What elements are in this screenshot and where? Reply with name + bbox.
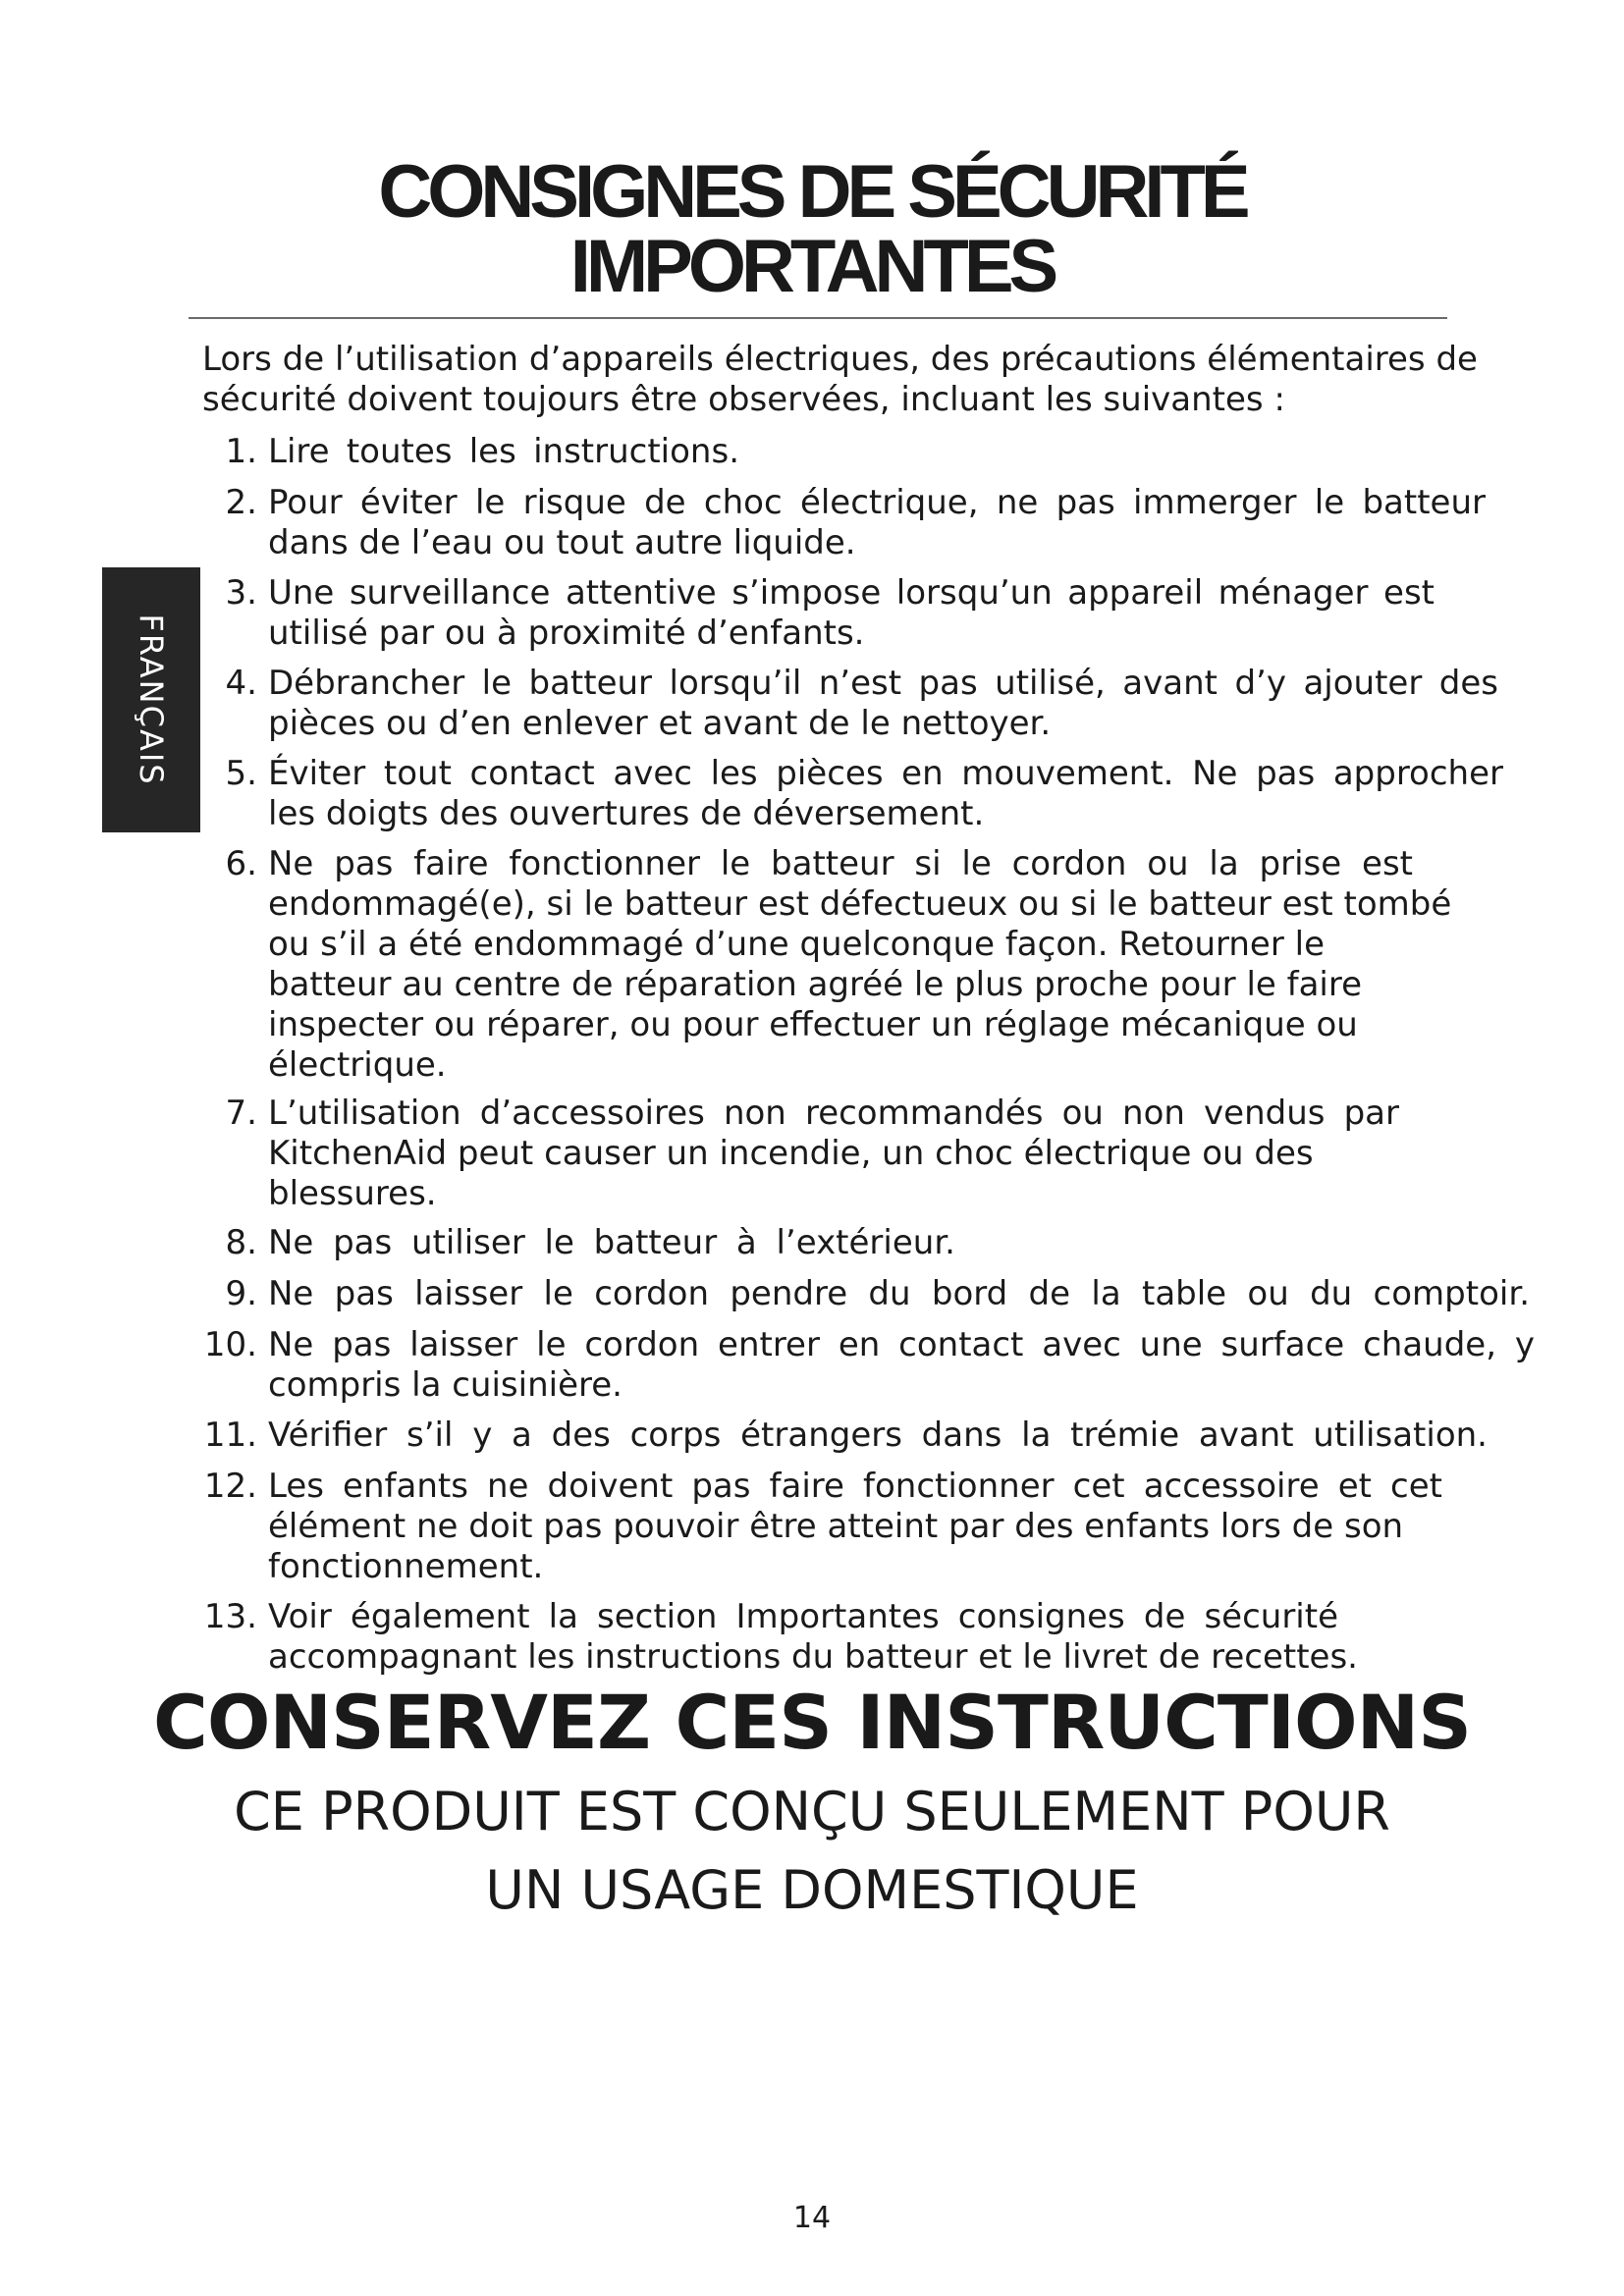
list-item-number: 1. xyxy=(225,432,257,471)
list-item-line: Ne pas laisser le cordon entrer en contact avec une surface chaude, y xyxy=(268,1325,1535,1364)
list-item-line: les doigts des ouvertures de déversement. xyxy=(268,794,985,833)
list-item-line: Une surveillance attentive s’impose lorsqu’un appareil ménager est xyxy=(268,573,1435,613)
list-item-line: utilisé par ou à proximité d’enfants. xyxy=(268,614,865,653)
list-item-line: Les enfants ne doivent pas faire fonctionner cet accessoire et cet xyxy=(268,1467,1442,1506)
title-divider xyxy=(189,317,1447,319)
list-item-line: Débrancher le batteur lorsqu’il n’est pas utilisé, avant d’y ajouter des xyxy=(268,664,1498,703)
list-item-number: 12. xyxy=(203,1467,257,1506)
list-item-number: 10. xyxy=(203,1325,257,1364)
list-item-line: L’utilisation d’accessoires non recommandés ou non vendus par xyxy=(268,1094,1399,1133)
list-item-line: Éviter tout contact avec les pièces en mouvement. Ne pas approcher xyxy=(268,754,1503,793)
list-item-line: accompagnant les instructions du batteur et le livret de recettes. xyxy=(268,1637,1358,1677)
list-item-line: blessures. xyxy=(268,1174,437,1213)
list-item-line: Ne pas faire fonctionner le batteur si le cordon ou la prise est xyxy=(268,844,1413,883)
list-item-number: 7. xyxy=(225,1094,257,1133)
intro-line: Lors de l’utilisation d’appareils électriques, des précautions élémentaires de xyxy=(202,340,1478,379)
list-item-line: dans de l’eau ou tout autre liquide. xyxy=(268,523,856,562)
list-item-number: 3. xyxy=(225,573,257,613)
language-tab-label: FRANÇAIS xyxy=(133,614,170,786)
intro-paragraph xyxy=(202,340,1479,420)
list-item-number: 13. xyxy=(203,1597,257,1636)
list-item-line: pièces ou d’en enlever et avant de le nettoyer. xyxy=(268,704,1052,743)
save-instructions-heading: CONSERVEZ CES INSTRUCTIONS xyxy=(153,1679,1471,1766)
intro-line: sécurité doivent toujours être observées, incluant les suivantes : xyxy=(202,380,1285,419)
list-item-number: 5. xyxy=(225,754,257,793)
list-item-number: 9. xyxy=(225,1274,257,1313)
list-item-line: Pour éviter le risque de choc électrique, ne pas immerger le batteur xyxy=(268,483,1486,522)
list-item-number: 6. xyxy=(225,844,257,883)
list-item-line: fonctionnement. xyxy=(268,1547,544,1586)
list-item-line: électrique. xyxy=(268,1045,447,1085)
list-item-line: inspecter ou réparer, ou pour effectuer un réglage mécanique ou xyxy=(268,1005,1358,1044)
list-item-line: élément ne doit pas pouvoir être atteint par des enfants lors de son xyxy=(268,1507,1404,1546)
list-item-line: batteur au centre de réparation agréé le plus proche pour le faire xyxy=(268,965,1363,1004)
list-item-number: 4. xyxy=(225,664,257,703)
list-item-line: Ne pas laisser le cordon pendre du bord de la table ou du comptoir. xyxy=(268,1274,1530,1313)
list-item-line: Vérifier s’il y a des corps étrangers dans la trémie avant utilisation. xyxy=(268,1415,1488,1455)
page-number: 14 xyxy=(792,2201,832,2235)
list-item-number: 8. xyxy=(225,1223,257,1262)
list-item-line: Lire toutes les instructions. xyxy=(268,432,739,471)
list-item-line: compris la cuisinière. xyxy=(268,1365,623,1405)
list-item-line: Voir également la section Importantes consignes de sécurité xyxy=(268,1597,1338,1636)
list-item-line: KitchenAid peut causer un incendie, un choc électrique ou des xyxy=(268,1134,1314,1173)
list-item-line: endommagé(e), si le batteur est défectueux ou si le batteur est tombé xyxy=(268,884,1452,924)
page-title-line-1: CONSIGNES DE SÉCURITÉ xyxy=(378,150,1246,234)
list-item-line: ou s’il a été endommagé d’une quelconque façon. Retourner le xyxy=(268,925,1325,964)
household-use-notice-line-1: CE PRODUIT EST CONÇU SEULEMENT POUR xyxy=(234,1781,1390,1842)
list-item-number: 11. xyxy=(203,1415,257,1455)
page-title-line-2: IMPORTANTES xyxy=(569,225,1055,308)
list-item-number: 2. xyxy=(225,483,257,522)
household-use-notice-line-2: UN USAGE DOMESTIQUE xyxy=(485,1859,1139,1921)
list-item-line: Ne pas utiliser le batteur à l’extérieur. xyxy=(268,1223,955,1262)
